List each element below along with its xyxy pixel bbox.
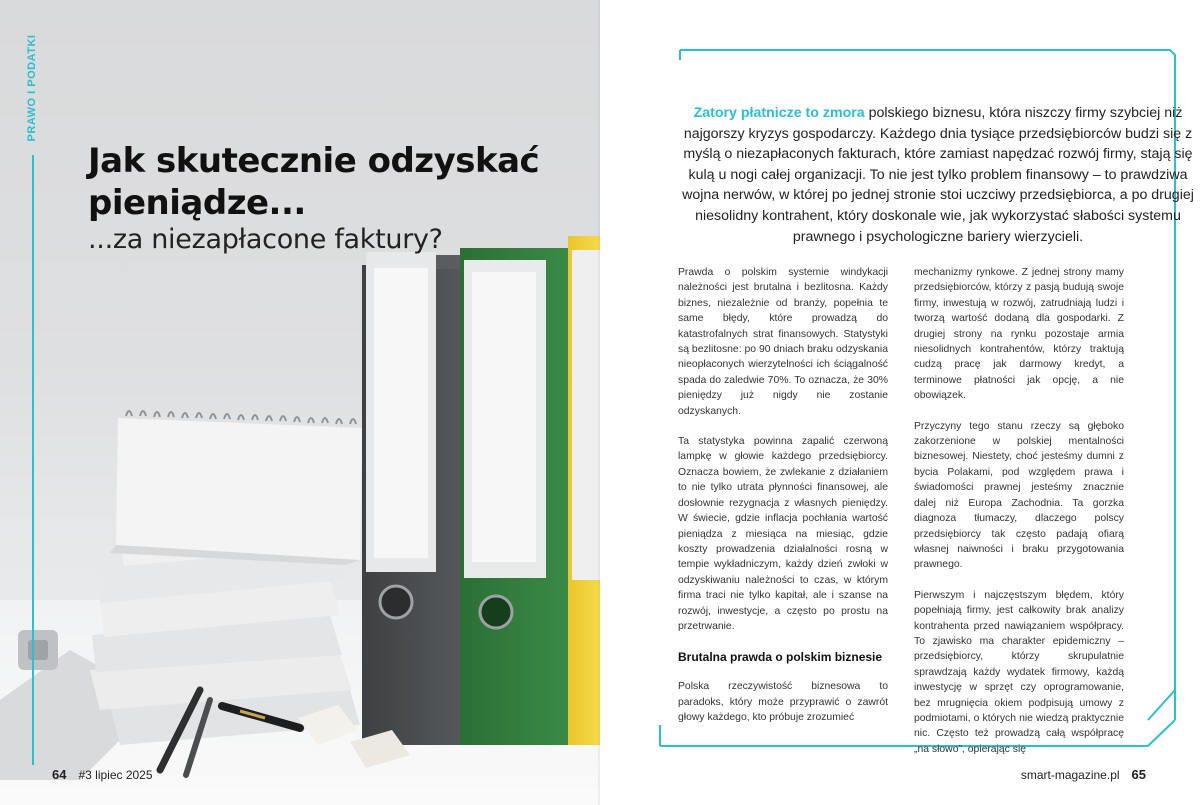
lead-accent: Zatory płatnicze to zmora bbox=[693, 105, 865, 121]
paragraph: mechanizmy rynkowe. Z jednej strony mamy przedsiębiorców, którzy z pasją budują swoje firmy, inwestują w rozwój, zatrudniają ludzi i tworzą wartość dodaną dla gospodarki. Z drugiej strony na rynku pozostaje armia niesolidnych kontrahentów, którzy traktują cudzą pracę jak darmowy kredyt, a terminowe płatności jak opcję, a nie obowiązek. bbox=[914, 267, 1124, 402]
desk-calendar bbox=[110, 411, 362, 565]
page-number-left: 64 bbox=[52, 767, 67, 782]
right-page bbox=[600, 0, 1200, 805]
footer-left bbox=[52, 767, 153, 782]
section-label: PRAWO I PODATKI bbox=[26, 34, 38, 142]
page-number-right: 65 bbox=[1131, 767, 1146, 782]
binder-dark bbox=[362, 252, 462, 745]
paragraph: Prawda o polskim systemie windykacji należności jest brutalna i bezlitosna. Każdy biznes, niezależnie od branży, popełnia te same błędy, które prowadzą do katastrofalnych strat finansowych. Statystyki są bezlitosne: po 90 dniach braku odzyskania nieopłaconych wierzytelności ich ściągalność spada do zaledwie 70%. To oznacza, że 30% pieniędzy już nigdy nie zostanie odzyskanych. bbox=[678, 267, 888, 417]
paragraph: Ta statystyka powinna zapalić czerwoną lampkę w głowie każdego przedsiębiorcy. Oznacza bowiem, że zwlekanie z działaniem to nie tylko utrata płynności finansowej, ale dosłownie rezygnacja z własnych pieniędzy. W świecie, gdzie inflacja pochłania wartość pieniądza z miesiąca na miesiąc, gdzie koszty prowadzenia działalności rosną w tempie wykładniczym, każdy dzień zwłoki w odzyskiwaniu należności to czas, w którym firma traci nie tylko kapitał, ale i szanse na rozwój, inwestycje, a często po prostu na przetrwanie. bbox=[678, 436, 888, 632]
binder-green bbox=[460, 248, 568, 745]
text-column-2 bbox=[914, 265, 1124, 772]
article-subheadline: ...za niezapłacone faktury? bbox=[88, 224, 443, 255]
issue-info: #3 lipiec 2025 bbox=[78, 768, 153, 782]
paragraph: Pierwszym i najczęstszym błędem, który popełniają firmy, jest całkowity brak analizy kontrahenta przed nawiązaniem współpracy. To zjawisko ma charakter epidemiczny – przedsiębiorcy, którzy skrupulatnie sprawdzają każdy wydatek firmowy, każdą inwestycję w sprzęt czy oprogramowanie, bez mrugnięcia okiem podpisują umowy z podmiotami, o których nie wiedzą praktycznie nic. Często też prowadzą całą współpracę „na słowo”, opierając się bbox=[914, 589, 1124, 755]
lead-text: polskiego biznesu, która niszczy firmy szybciej niż najgorszy kryzys gospodarczy. Każdego dnia tysiące przedsiębiorców budzi się z myślą o niezapłaconych fakturach, które zamiast napędzać rozwój firmy, stają się kulą u nogi całej organizacji. To nie jest tylko problem finansowy – to prawdziwa wojna nerwów, w której po jednej stronie stoi uczciwy przedsiębiorca, a po drugiej niesolidny kontrahent, który doskonale wie, jak wykorzystać słabości systemu prawnego i psychologiczne bariery wierzycieli. bbox=[682, 105, 1194, 245]
article-headline: Jak skutecznie odzyskać pieniądze... bbox=[88, 141, 540, 223]
section-accent-line bbox=[32, 155, 34, 765]
site-url: smart-magazine.pl bbox=[1020, 768, 1120, 782]
paragraph: Polska rzeczywistość biznesowa to paradoks, który może przyprawić o zawrót głowy każdego, kto próbuje zrozumieć bbox=[678, 681, 888, 724]
paragraph: Przyczyny tego stanu rzeczy są głęboko zakorzenione w polskiej mentalności biznesowej. Niestety, choć jesteśmy dumni z bycia Polakami, pod względem prawa i świadomości prawnej jesteśmy znacznie dalej niż Europa Zachodnia. Ta gorzka diagnoza tłumaczy, dlaczego polscy przedsiębiorcy tak często padają ofiarą własnej naiwności i braku przygotowania prawnego. bbox=[914, 420, 1124, 571]
footer-right bbox=[1021, 767, 1146, 782]
binder-yellow bbox=[568, 236, 600, 745]
section-heading: Brutalna prawda o polskim biznesie bbox=[678, 650, 883, 665]
article-lead bbox=[678, 103, 1198, 247]
text-column-1 bbox=[678, 265, 888, 741]
